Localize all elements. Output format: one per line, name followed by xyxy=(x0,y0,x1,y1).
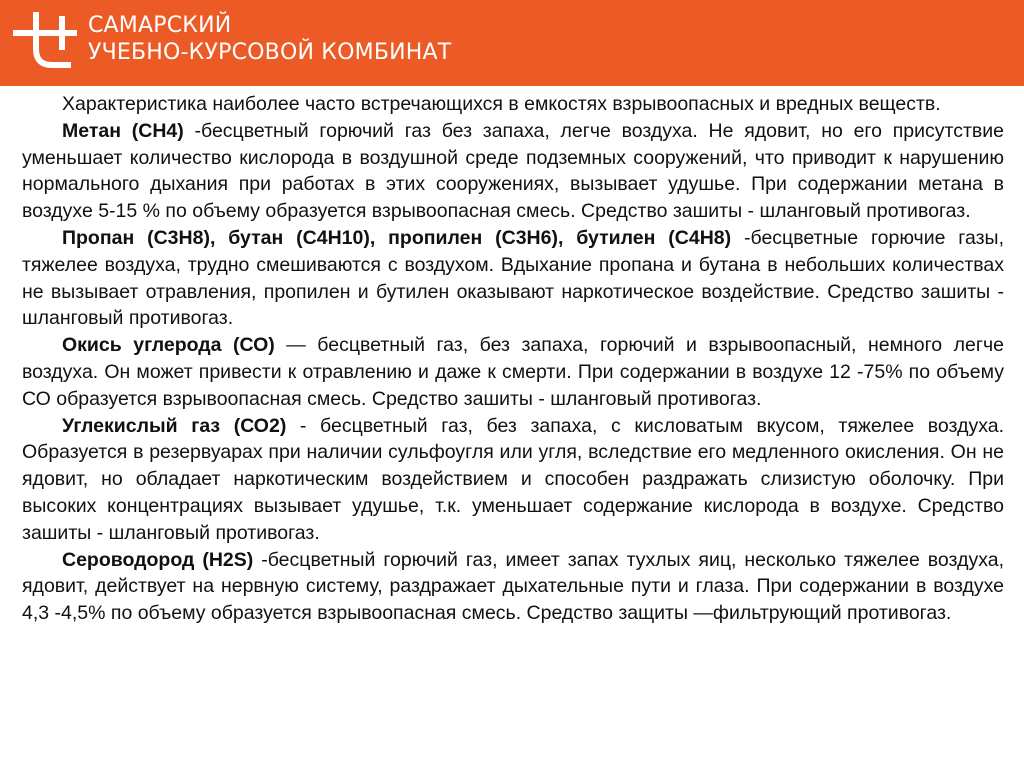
substance-name: Окись углерода (СО) xyxy=(62,334,275,357)
substance-name: Метан (СН4) xyxy=(62,119,184,142)
substance-paragraph-methane xyxy=(22,118,1004,225)
substance-paragraph-carbon-dioxide xyxy=(22,413,1004,547)
cross-pipe-logo-icon xyxy=(12,9,78,75)
header-bar xyxy=(0,0,1024,86)
substance-description: — бесцветный газ, без запаха, горючий и взрывоопасный, немного легче воздуха. Он может привести к отравлению и даже к смерти. При содержании в воздухе 12 -75% по объему СО образуется взрывоопасная смесь. Средство зашиты - шланговый противогаз. xyxy=(22,334,1004,410)
substance-paragraph-propane xyxy=(22,225,1004,332)
org-name-line2: УЧЕБНО-КУРСОВОЙ КОМБИНАТ xyxy=(88,40,452,65)
org-name-line1: САМАРСКИЙ xyxy=(88,13,232,38)
substance-description: -бесцветный горючий газ, имеет запах тухлых яиц, несколько тяжелее воздуха, ядовит, действует на нервную систему, раздражает дыхательные пути и глаза. При содержании в воздухе 4,3 -4,5% по объему образуется взрывоопасная смесь. Средство защиты —фильтрующий противогаз. xyxy=(22,548,1004,625)
substance-paragraph-carbon-monoxide xyxy=(22,332,1004,412)
document-body xyxy=(22,91,1004,627)
substance-description: -бесцветный горючий газ без запаха, легче воздуха. Не ядовит, но его присутствие уменьшает количество кислорода в воздушной среде подземных сооружений, что приводит к нарушению нормального дыхания при работах в этих сооружениях, вызывает удушье. При содержании метана в воздухе 5-15 % по объему образуется взрывоопасная смесь. Средство зашиты - шланговый противогаз. xyxy=(22,119,1005,223)
substance-name: Сероводород (H2S) xyxy=(62,548,254,571)
substance-description: - бесцветный газ, без запаха, с кисловатым вкусом, тяжелее воздуха. Образуется в резервуарах при наличии сульфоугля или угля, вследствие его медленного окисления. Он не ядовит, но обладает наркотическим воздействием и способен раздражать слизистую оболочку. При высоких концентрациях вызывает удушье, т.к. уменьшает содержание кислорода в воздухе. Средство зашиты - шланговый противогаз. xyxy=(22,414,1004,544)
intro-paragraph: Характеристика наиболее часто встречающихся в емкостях взрывоопасных и вредных веществ. xyxy=(62,93,941,115)
substance-description: -бесцветные горючие газы, тяжелее воздуха, трудно смешиваются с воздухом. Вдыхание пропана и бутана в небольших количествах не вызывает отравления, пропилен и бутилен оказывают наркотическое воздействие. Средство зашиты - шланговый противогаз. xyxy=(22,226,1004,330)
substance-name: Пропан (С3Н8), бутан (С4Н10), пропилен (С3Н6), бутилен (С4Н8) xyxy=(62,226,732,249)
substance-name: Углекислый газ (СО2) xyxy=(62,414,287,437)
substance-paragraph-hydrogen-sulfide xyxy=(22,547,1004,627)
org-name xyxy=(88,12,451,66)
